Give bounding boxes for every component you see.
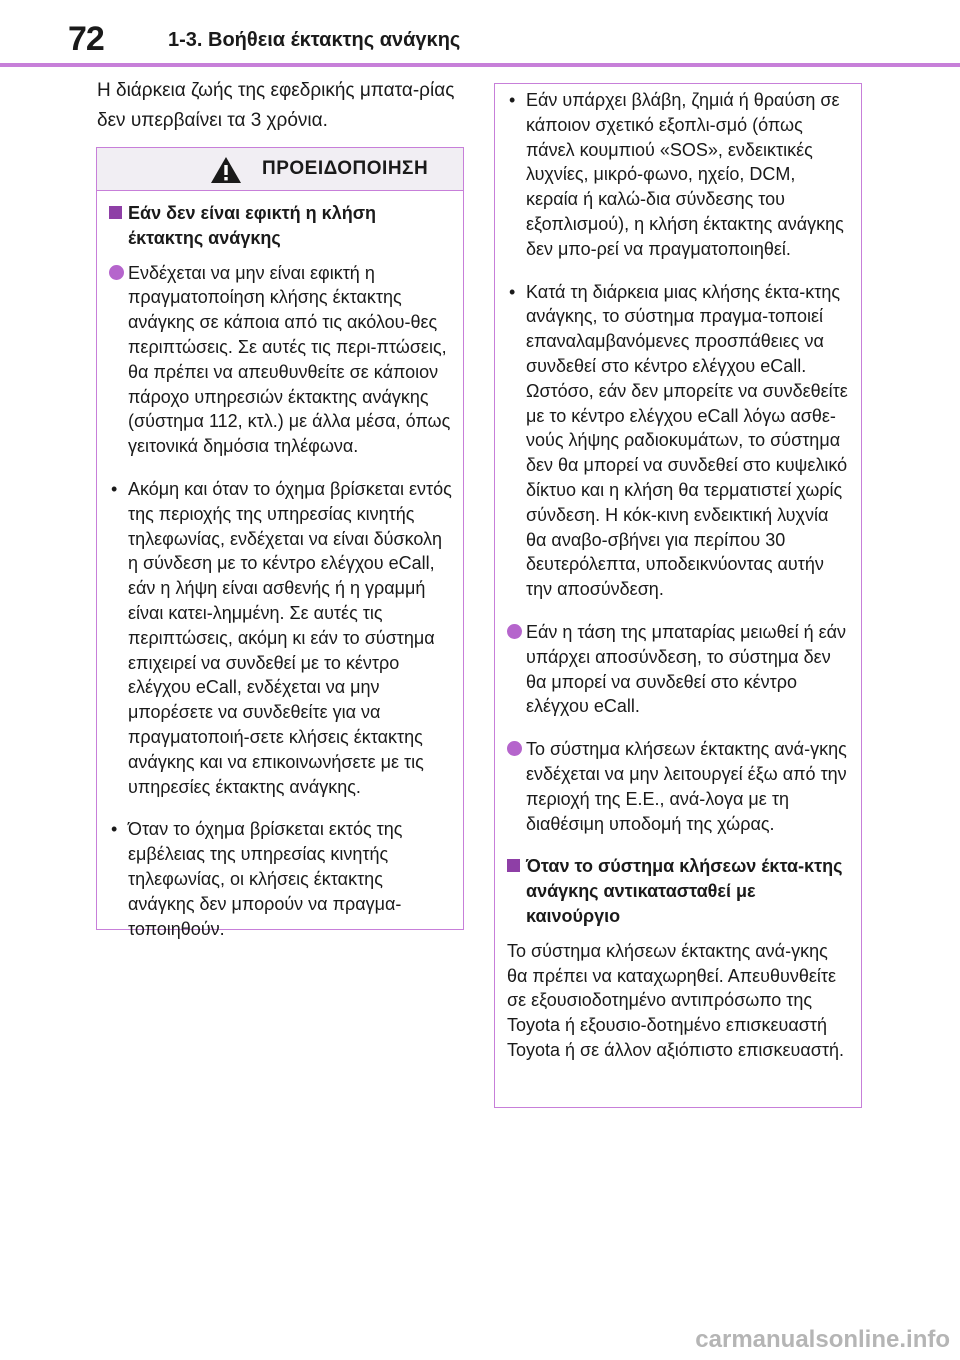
final-paragraph: Το σύστημα κλήσεων έκτακτης ανά-γκης θα πρέπει να καταχωρηθεί. Απευθυνθείτε σε εξουσιοδοτημένο αντιπρόσωπο της Toyota ή εξουσιο-δοτημένο επισκευαστή Toyota ή σε άλλον αξιόπιστο επισκευαστή.	[507, 940, 844, 1060]
bullet-item-4	[507, 280, 851, 602]
bullet-item-2-text: Όταν το όχημα βρίσκεται εκτός της εμβέλειας της υπηρεσίας κινητής τηλεφωνίας, οι κλήσεις έκτακτης ανάγκης δεν μπορούν να πραγμα-τοποιηθούν.	[128, 819, 403, 939]
warning-heading-2	[507, 854, 851, 928]
bullet-item-1	[109, 477, 453, 799]
dot-item-1-text: Ενδέχεται να μην είναι εφικτή η πραγματοποίηση κλήσης έκτακτης ανάγκης σε κάποια από τις ακόλου-θες περιπτώσεις. Σε αυτές τις περι-πτώσεις, θα πρέπει να απευθυνθείτε σε κάποιον πάροχο υπηρεσιών έκτακτης ανάγκης (σύστημα 112, κτλ.) με άλλα μέσα, όπως γειτονικά δημόσια τηλέφωνα.	[128, 262, 451, 457]
section-title: 1-3. Βοήθεια έκτακτης ανάγκης	[168, 29, 461, 51]
dot-item-3	[507, 737, 851, 836]
bullet-dot-icon: •	[111, 819, 118, 840]
warning-heading-1	[109, 201, 453, 251]
page-header	[0, 0, 960, 70]
bullet-item-3-text: Εάν υπάρχει βλάβη, ζημιά ή θραύση σε κάποιον σχετικό εξοπλι-σμό (όπως πάνελ κουμπιού «SOS», ενδεικτικές λυχνίες, μικρό-φωνο, ηχείο, DCM, κεραία ή καλώ-δια σύνδεσης του εξοπλισμού), η κλήση έκτακτης ανάγκης δεν μπο-ρεί να πραγματοποιηθεί.	[526, 90, 844, 259]
bullet-dot-icon: •	[111, 478, 118, 499]
bullet-item-3	[507, 88, 851, 262]
square-bullet-icon	[507, 859, 520, 872]
bullet-item-4-text: Κατά τη διάρκεια μιας κλήσης έκτα-κτης ανάγκης, το σύστημα πραγμα-τοποιεί επαναλαμβανόμενες προσπάθειες να συνδεθεί στο κέντρο ελέγχου eCall. Ωστόσο, εάν δεν μπορείτε να συνδεθείτε με το κέντρο ελέγχου eCall λόγω ασθε-νούς λήψης ραδιοκυμάτων, το σύστημα δεν θα μπορεί να συνδεθεί στο κυψελικό δίκτυο και η κλήση θα τερματιστεί χωρίς σύνδεση. Η κόκ-κινη ενδεικτική λυχνία θα αναβο-σβήνει για περίπου 30 δευτερόλεπτα, υποδεικνύοντας αυτήν την αποσύνδεση.	[526, 281, 848, 600]
warning-header	[97, 148, 463, 191]
heading-1-text: Εάν δεν είναι εφικτή η κλήση έκτακτης ανάγκης	[128, 203, 377, 248]
warning-box-left	[96, 147, 464, 939]
bullet-dot-icon: •	[509, 90, 516, 110]
warning-title: ΠΡΟΕΙΔΟΠΟΙΗΣΗ	[262, 158, 429, 179]
watermark: carmanualsonline.info	[695, 1326, 950, 1353]
round-bullet-icon	[109, 265, 124, 280]
header-rule	[0, 63, 960, 67]
square-bullet-icon	[109, 206, 122, 219]
bullet-dot-icon: •	[509, 281, 516, 302]
bullet-item-1-text: Ακόμη και όταν το όχημα βρίσκεται εντός της περιοχής της υπηρεσίας κινητής τηλεφωνίας, ενδέχεται να είναι δύσκολη η σύνδεση με το κέντρο ελέγχου eCall, εάν η λήψη είναι ασθενής ή η γραμμή είναι κατει-λημμένη. Σε αυτές τις περιπτώσεις, ακόμη κι εάν το σύστημα επιχειρεί να συνδεθεί με το κέντρο ελέγχου eCall, ενδέχεται να μην μπορέσετε να συνδεθείτε για να πραγματοποιή-σετε κλήσεις έκτακτης ανάγκης και να επικοινωνήσετε με τις υπηρεσίες έκτακτης ανάγκης.	[128, 478, 452, 797]
intro-paragraph: Η διάρκεια ζωής της εφεδρικής μπατα-ρίας δεν υπερβαίνει τα 3 χρόνια.	[97, 80, 455, 131]
warning-box-right	[494, 83, 862, 1108]
dot-item-2-text: Εάν η τάση της μπαταρίας μειωθεί ή εάν υπάρχει αποσύνδεση, το σύστημα δεν θα μπορεί να συνδεθεί στο κέντρο ελέγχου eCall.	[526, 621, 847, 717]
dot-item-3-text: Το σύστημα κλήσεων έκτακτης ανά-γκης ενδέχεται να μην λειτουργεί έξω από την περιοχή της Ε.Ε., ανά-λογα με τη διαθέσιμη υποδομή της χώρας.	[526, 739, 847, 834]
warning-triangle-icon	[210, 156, 242, 184]
page-number: 72	[68, 20, 104, 58]
round-bullet-icon	[507, 624, 522, 639]
heading-2-text: Όταν το σύστημα κλήσεων έκτα-κτης ανάγκης αντικατασταθεί με καινούργιο	[526, 856, 843, 926]
dot-item-1	[109, 261, 453, 459]
bullet-item-2	[109, 817, 453, 941]
dot-item-2	[507, 620, 851, 719]
round-bullet-icon	[507, 741, 522, 756]
